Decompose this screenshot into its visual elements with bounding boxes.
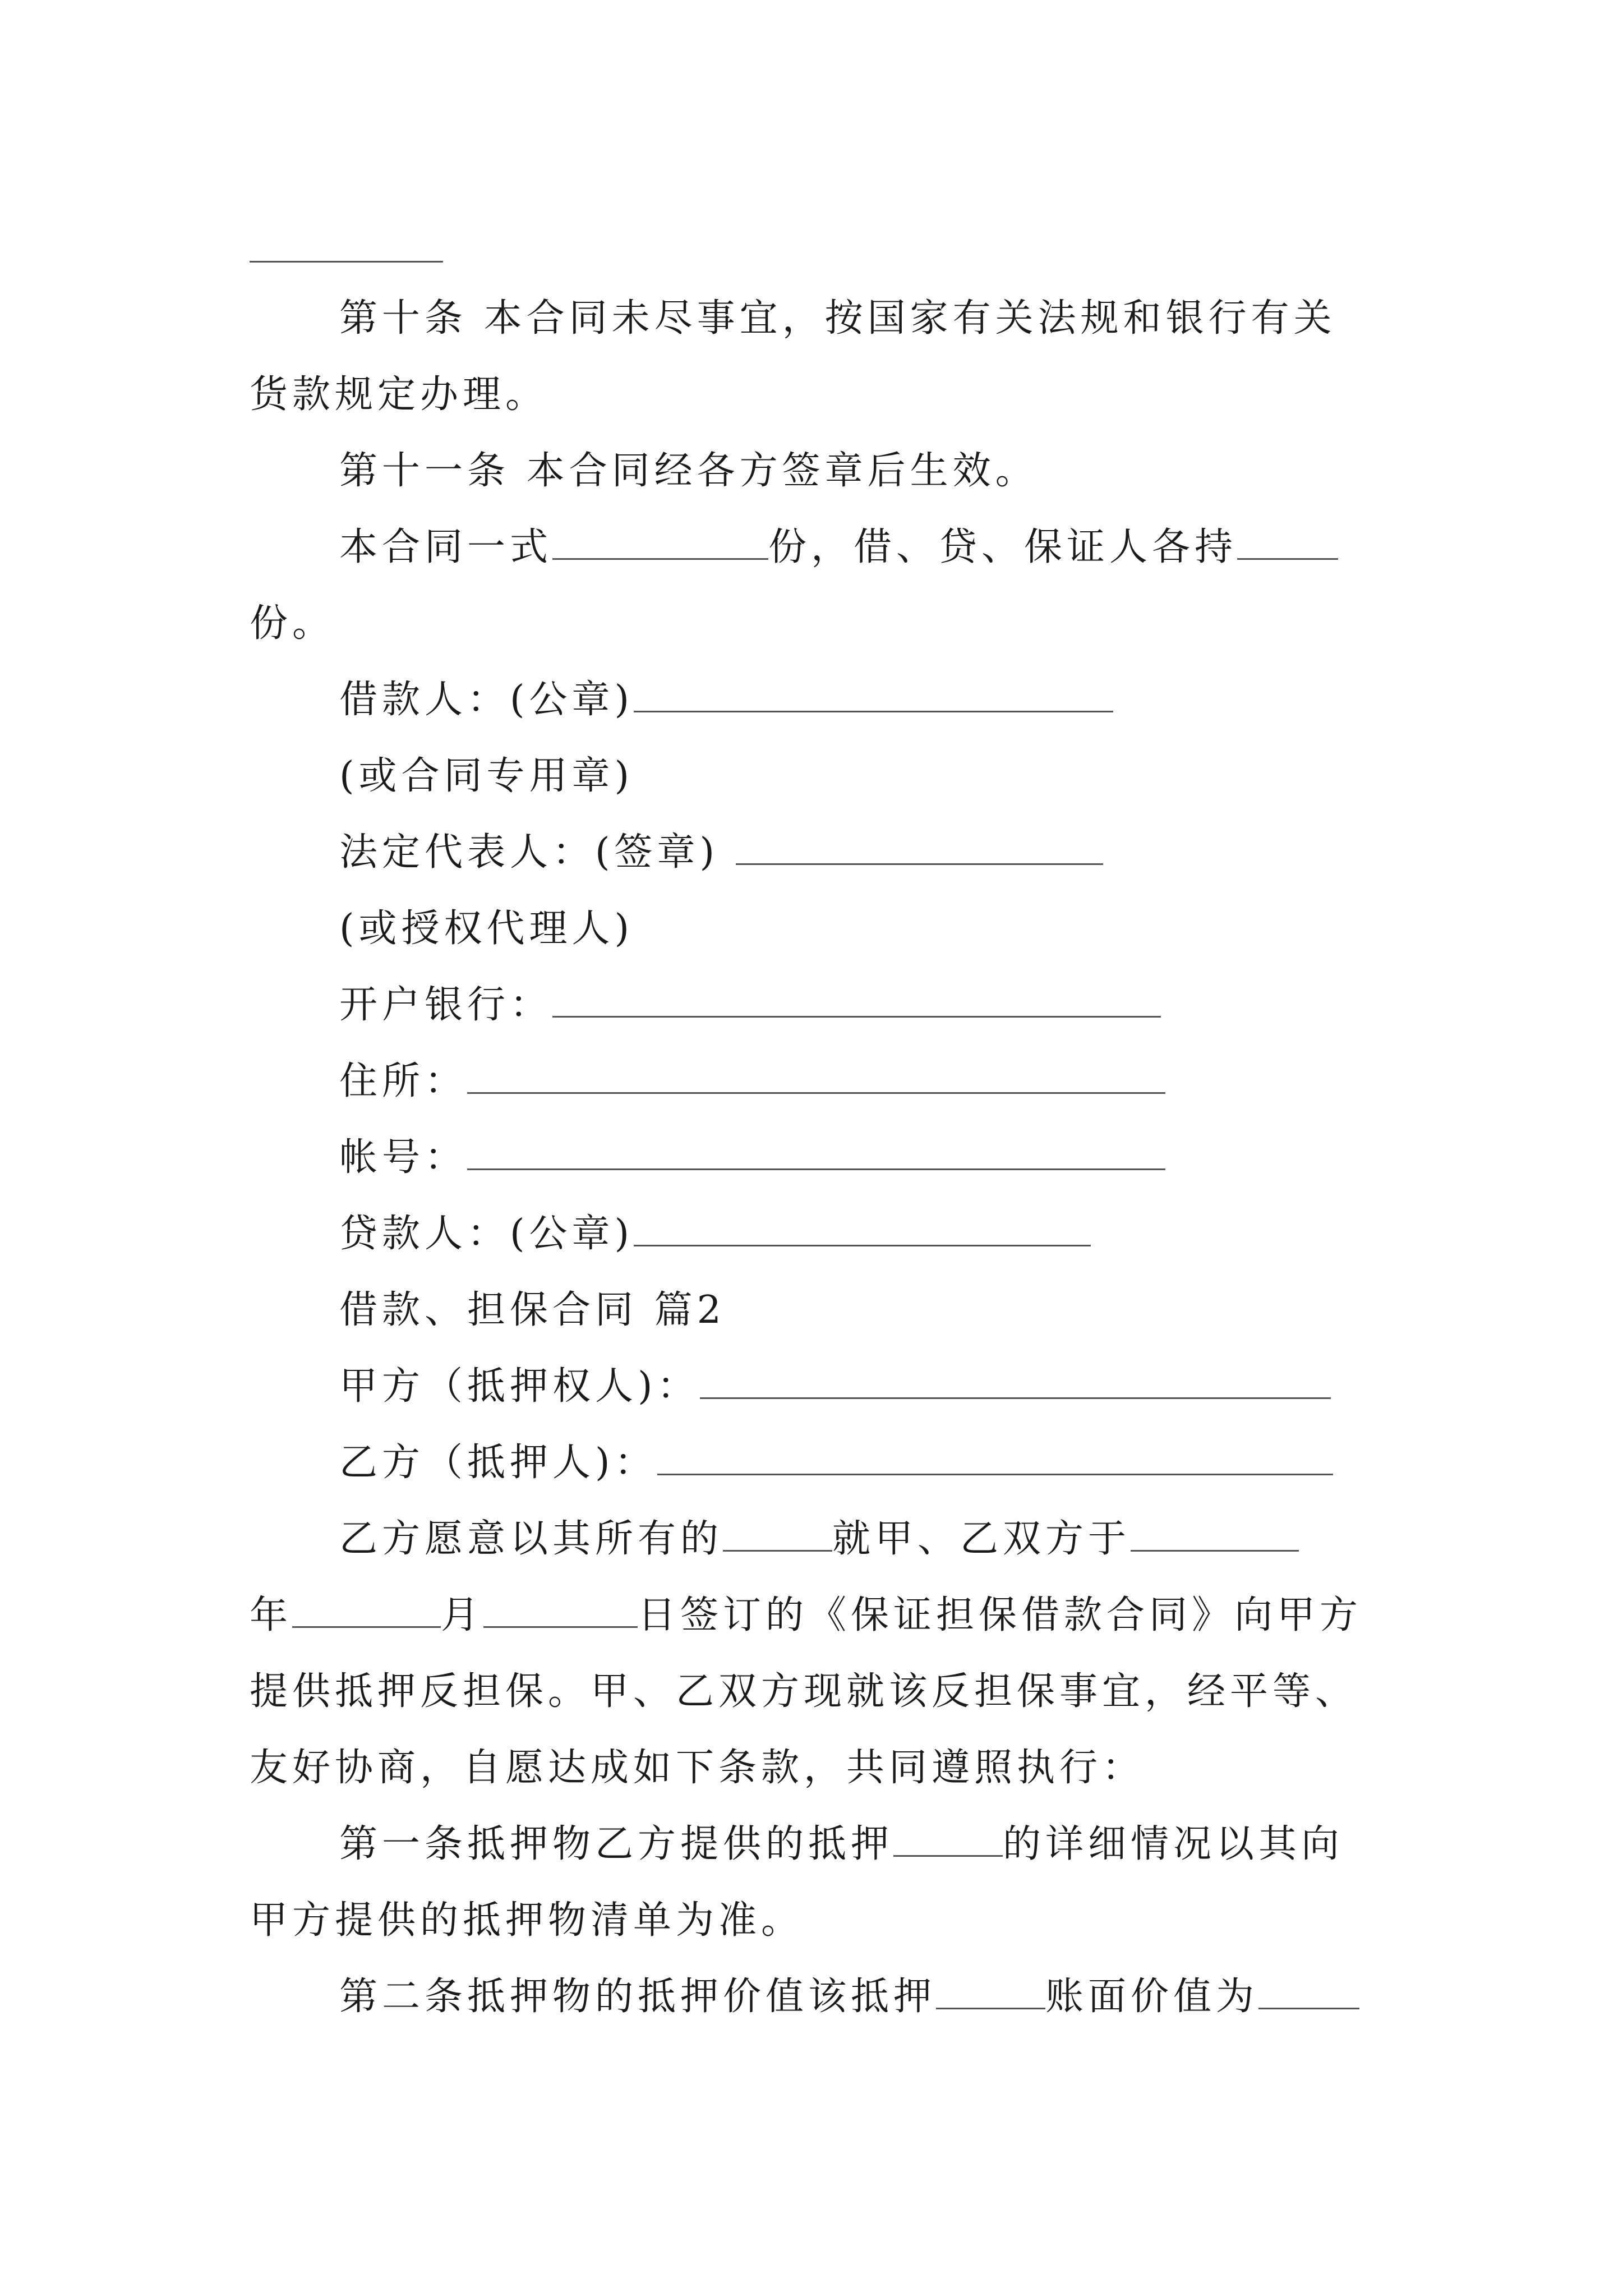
property-blank[interactable] (723, 1519, 832, 1552)
text: 借款、担保合同 篇2 (339, 1288, 726, 1332)
month-blank[interactable] (292, 1595, 441, 1628)
body-line-2 (250, 1577, 1394, 1654)
address-blank[interactable] (467, 1061, 1165, 1094)
text: 法定代表人：(签章) (339, 830, 736, 875)
text: 账面价值为 (1045, 1975, 1259, 2019)
clause-11 (339, 433, 1394, 509)
text: 年 (250, 1593, 293, 1637)
text: 友好协商，自愿达成如下条款，共同遵照执行： (250, 1746, 1145, 1790)
article-1-line-1 (339, 1806, 1394, 1883)
text: 住所： (339, 1059, 468, 1103)
text: 日签订的《保证担保借款合同》向甲方 (638, 1593, 1363, 1637)
pledge-value-item-blank[interactable] (936, 1976, 1045, 2009)
text: 货款规定办理。 (250, 372, 548, 417)
text: 贷款人：(公章) (339, 1212, 634, 1256)
legal-representative-line (339, 815, 1394, 891)
copies-each-blank[interactable] (1237, 527, 1338, 560)
text: 乙方（抵押人)： (339, 1441, 657, 1485)
copies-count-blank[interactable] (552, 527, 768, 560)
book-value-blank[interactable] (1258, 1976, 1359, 2009)
clause-10-line-1 (339, 280, 1394, 357)
text: (或授权代理人) (339, 907, 634, 951)
contract-seal-note (339, 738, 1394, 815)
text: 甲方提供的抵押物清单为准。 (250, 1898, 804, 1943)
borrower-seal-blank[interactable] (634, 679, 1113, 712)
party-b-blank[interactable] (657, 1442, 1333, 1475)
party-a-blank[interactable] (700, 1366, 1331, 1399)
footnote-separator (250, 261, 443, 263)
clause-10-line-2 (250, 357, 1394, 433)
text: 甲方（抵押权人)： (339, 1364, 700, 1409)
text: 帐号： (339, 1135, 468, 1180)
pledge-item-blank[interactable] (893, 1824, 1003, 1857)
body-line-3 (250, 1654, 1394, 1730)
text: 就甲、乙双方于 (832, 1517, 1131, 1561)
text: 月 (441, 1593, 484, 1637)
borrower-seal-line (339, 662, 1394, 738)
text: 开户银行： (339, 983, 553, 1027)
article-2-line-1 (339, 1959, 1394, 2035)
copies-line-2 (250, 586, 1394, 662)
bank-blank[interactable] (552, 984, 1161, 1018)
account-line (339, 1120, 1394, 1196)
bank-line (339, 967, 1394, 1043)
authorized-agent-note (339, 891, 1394, 967)
text: (或合同专用章) (339, 754, 634, 798)
text: 第一条抵押物乙方提供的抵押 (339, 1822, 894, 1866)
lender-seal-line (339, 1196, 1394, 1272)
text: 乙方愿意以其所有的 (339, 1517, 723, 1561)
legal-representative-blank[interactable] (736, 832, 1103, 865)
account-blank[interactable] (467, 1137, 1165, 1170)
day-blank[interactable] (483, 1595, 638, 1628)
text: 第十条 本合同未尽事宜，按国家有关法规和银行有关 (339, 296, 1336, 341)
text: 份。 (250, 601, 335, 646)
copies-line-1 (339, 509, 1394, 586)
text: 份，借、贷、保证人各持 (768, 525, 1238, 569)
text: 的详细情况以其向 (1003, 1822, 1344, 1866)
address-line (339, 1043, 1394, 1120)
section-heading (339, 1272, 1394, 1349)
text: 第二条抵押物的抵押价值该抵押 (339, 1975, 937, 2019)
party-a-line (339, 1349, 1394, 1425)
body-line-1 (339, 1501, 1394, 1577)
text: 本合同一式 (339, 525, 553, 569)
body-line-4 (250, 1730, 1394, 1806)
text: 提供抵押反担保。甲、乙双方现就该反担保事宜，经平等、 (250, 1669, 1358, 1714)
text: 借款人：(公章) (339, 678, 634, 722)
lender-seal-blank[interactable] (634, 1213, 1091, 1246)
text: 第十一条 本合同经各方签章后生效。 (339, 449, 1038, 493)
party-b-line (339, 1425, 1394, 1501)
year-blank[interactable] (1131, 1519, 1299, 1552)
article-1-line-2 (250, 1883, 1394, 1959)
